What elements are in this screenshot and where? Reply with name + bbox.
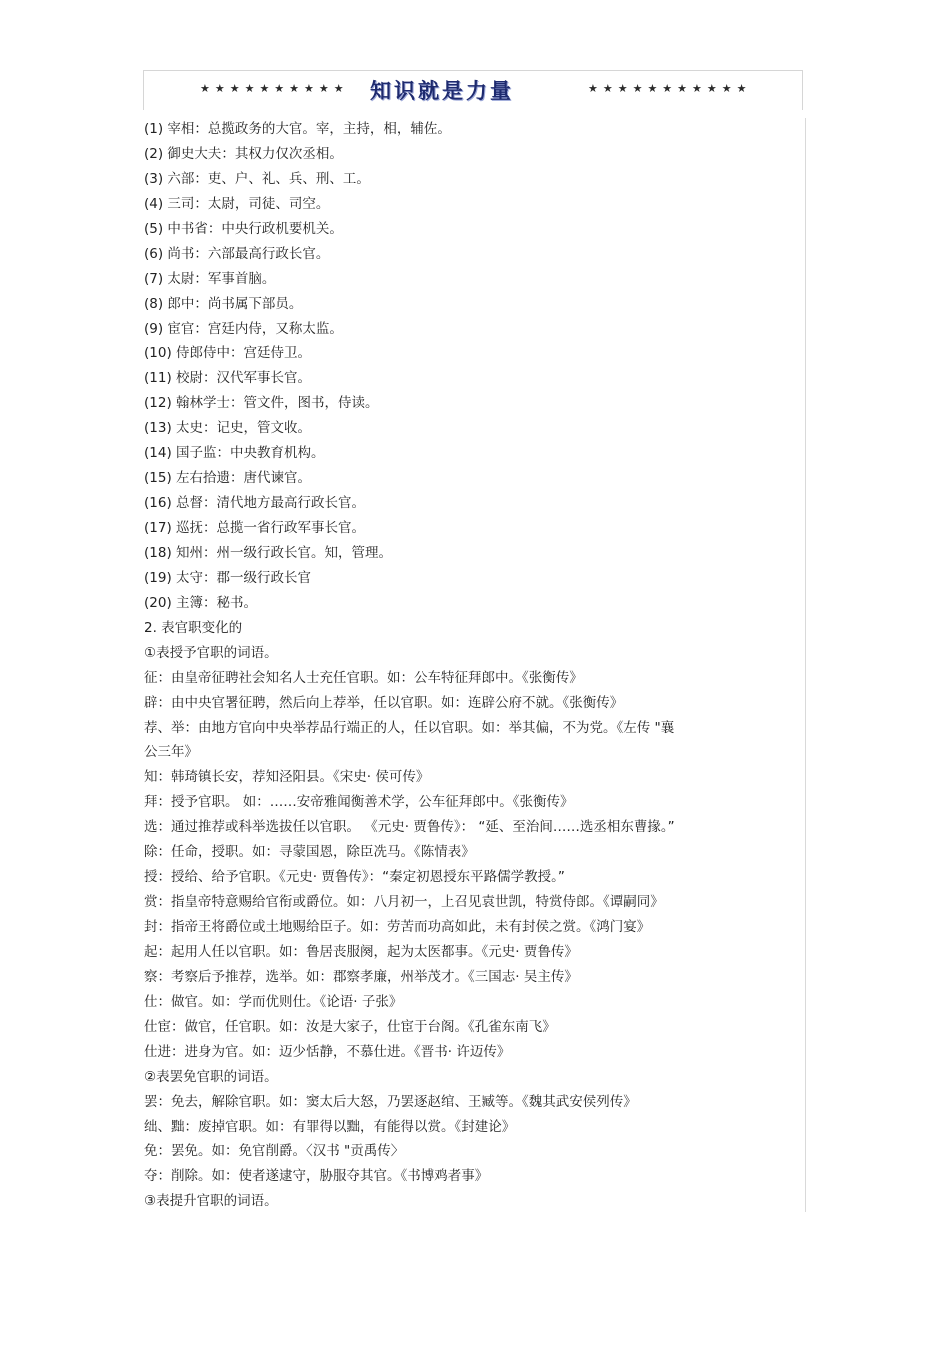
text-line: (11) 校尉：汉代军事长官。 (144, 370, 312, 387)
text-line: (20) 主簿：秘书。 (144, 594, 258, 611)
text-line: 免：罢免。如：免官削爵。〈汉书 "贡禹传〉 (144, 1143, 405, 1160)
text-line: 荐、举：由地方官向中央举荐品行端正的人，任以官职。如：举其偏，不为党。《左传 "襄 (144, 719, 675, 736)
page-header (143, 70, 803, 110)
text-line: 征：由皇帝征聘社会知名人士充任官职。如：公车特征拜郎中。《张衡传》 (144, 669, 583, 686)
text-line: 赏：指皇帝特意赐给官衔或爵位。如：八月初一，上召见袁世凯，特赏侍郎。《谭嗣同》 (144, 894, 664, 911)
header-stars-right: ★★★★★★★★★★★ (588, 82, 752, 95)
text-line: (9) 宦官：宫廷内侍，又称太监。 (144, 320, 343, 337)
text-line: (14) 国子监：中央教育机构。 (144, 445, 325, 462)
text-line: (10) 侍郎侍中：宫廷侍卫。 (144, 345, 312, 362)
text-line: (5) 中书省：中央行政机要机关。 (144, 220, 343, 237)
text-line: 除：任命，授职。如：寻蒙国恩，除臣冼马。《陈情表》 (144, 844, 475, 861)
text-line: (1) 宰相：总揽政务的大官。宰，主持，相，辅佐。 (144, 121, 451, 137)
text-line: (7) 太尉：军事首脑。 (144, 270, 276, 287)
text-line: 仕：做官。如：学而优则仕。《论语· 子张》 (144, 993, 403, 1010)
text-line: 辟：由中央官署征聘，然后向上荐举，任以官职。如：连辟公府不就。《张衡传》 (144, 694, 624, 711)
document-body (144, 117, 809, 1214)
text-line: (8) 郎中：尚书属下部员。 (144, 295, 303, 312)
text-line: 选：通过推荐或科举选拔任以官职。 《元史· 贾鲁传》： “延、至治间……选丞相东曹掾。” (144, 819, 675, 836)
text-line: 罢：免去，解除官职。如：窦太后大怒，乃罢逐赵绾、王臧等。《魏其武安侯列传》 (144, 1093, 637, 1110)
text-line: 拜：授予官职。 如：……安帝雅闻衡善术学，公车征拜郎中。《张衡传》 (144, 794, 574, 811)
text-line: (18) 知州：州一级行政长官。知，管理。 (144, 544, 393, 561)
text-line: (4) 三司：太尉，司徒、司空。 (144, 195, 330, 212)
text-line: 授：授给、给予官职。《元史· 贾鲁传》：“秦定初恩授东平路儒学教授。” (144, 869, 565, 886)
text-line: 察：考察后予推荐，选举。如：郡察孝廉，州举茂才。《三国志· 吴主传》 (144, 968, 578, 985)
subsection-heading: ②表罢免官职的词语。 (144, 1068, 278, 1085)
text-line: 公三年》 (144, 744, 198, 761)
text-line: (17) 巡抚：总揽一省行政军事长官。 (144, 520, 366, 536)
subsection-heading: ①表授予官职的词语。 (144, 644, 278, 661)
text-line: (3) 六部：吏、户、礼、兵、刑、工。 (144, 170, 370, 187)
header-title: 知识就是力量 (370, 78, 514, 103)
text-line: 夺：削除。如：使者遂逮守，胁服夺其官。《书博鸡者事》 (144, 1168, 489, 1185)
text-line: 知：韩琦镇长安，荐知泾阳县。《宋史· 侯可传》 (144, 769, 430, 786)
header-stars-left: ★★★★★★★★★★ (200, 82, 349, 95)
text-line: 仕宦：做官，任官职。如：汝是大家子，仕宦于台阁。《孔雀东南飞》 (144, 1018, 556, 1035)
text-line: (6) 尚书：六部最高行政长官。 (144, 245, 330, 262)
section-heading: 2. 表官职变化的 (144, 619, 243, 636)
text-line: (12) 翰林学士：管文件，图书，侍读。 (144, 395, 379, 412)
text-line: (16) 总督：清代地方最高行政长官。 (144, 495, 366, 512)
subsection-heading: ③表提升官职的词语。 (144, 1193, 278, 1210)
text-line: 绌、黜：废掉官职。如：有罪得以黜，有能得以赏。《封建论》 (144, 1118, 516, 1135)
text-line: (19) 太守：郡一级行政长官 (144, 569, 312, 586)
text-line: (15) 左右拾遗：唐代谏官。 (144, 470, 312, 487)
text-line: (2) 御史大夫：其权力仅次丞相。 (144, 145, 343, 162)
text-line: 仕进：进身为官。如：迈少恬静，不慕仕进。《晋书· 许迈传》 (144, 1043, 511, 1060)
text-line: 封：指帝王将爵位或土地赐给臣子。如：劳苦而功高如此，未有封侯之赏。《鸿门宴》 (144, 919, 651, 935)
text-line: 起：起用人任以官职。如：鲁居丧服阕，起为太医都事。《元史· 贾鲁传》 (144, 943, 578, 960)
text-line: (13) 太史：记史，管文收。 (144, 420, 312, 437)
